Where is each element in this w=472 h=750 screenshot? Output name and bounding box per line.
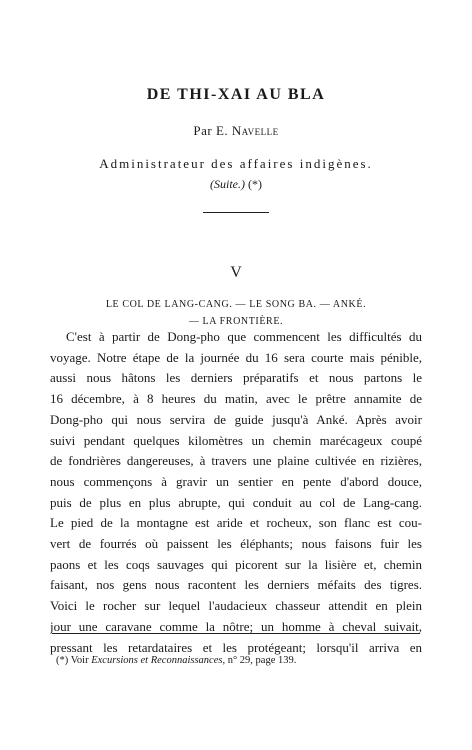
suite-label: (Suite.) — [210, 177, 245, 191]
author-line — [0, 123, 472, 139]
body-line: Voici le rocher sur lequel l'audacieux chasseur attendit en plein — [50, 598, 422, 614]
chapter-summary — [50, 296, 422, 330]
body-line: C'est à partir de Dong-pho que commencent les difficultés du — [66, 329, 422, 344]
body-line: 16 décembre, à 8 heures du matin, avec le prêtre annamite de — [50, 391, 422, 407]
title-divider — [203, 212, 269, 213]
body-line: jour une caravane comme la nôtre; un homme à cheval suivait, — [50, 618, 422, 634]
body-line: de fondrières dangereuses, à travers une plaine cultivée en rizières, — [50, 453, 422, 469]
footnote-publication: Excursions et Reconnaissances, — [91, 655, 226, 666]
body-line: suivi pendant quelques kilomètres un chemin marécageux coupé — [50, 432, 422, 448]
body-line: puis de plus en plus abrupte, qui conduit au col de Lang-cang. — [50, 494, 422, 510]
author-name: E. Navelle — [215, 123, 279, 138]
footnote-mark: (*) — [56, 655, 69, 666]
chapter-number: V — [230, 264, 242, 281]
body-line: voyage. Notre étape de la journée du 16 sera courte mais pénible, — [50, 349, 422, 365]
chapter-summary-line: LE COL DE LANG-CANG. — LE SONG BA. — ANKÉ. — [105, 299, 367, 310]
footnote-reference: n° 29, page 139. — [227, 655, 297, 666]
author-role: Administrateur des affaires indigènes. — [99, 156, 373, 171]
body-line: vert de fourrés où paissent les éléphants; nous faisons fuir les — [50, 536, 422, 552]
chapter-summary-line: — LA FRONTIÈRE. — [188, 316, 284, 327]
body-line: Le pied de la montagne est aride et rocheux, son flanc est cou- — [50, 515, 422, 531]
body-line: faisant, nos gens nous racontent les derniers méfaits des tigres. — [50, 577, 422, 593]
body-line: Dong-pho qui nous servira de guide jusqu'à Anké. Après avoir — [50, 411, 422, 427]
author-prefix: Par — [193, 123, 213, 138]
body-text — [50, 327, 422, 658]
body-line: aussi nous hâtons les derniers préparatifs et nous partons le — [50, 370, 422, 386]
body-line: pressant les retardataires et les protégeant; lorsqu'il arriva en — [50, 639, 422, 655]
article-title: DE THI-XAI AU BLA — [146, 86, 326, 103]
footnote-prefix: Voir — [70, 655, 89, 666]
footnote-divider — [52, 633, 420, 634]
body-line: nous commençons à gravir un sentier en pente d'abord douce, — [50, 473, 422, 489]
suite-note — [0, 177, 472, 192]
body-line: paons et les coqs sauvages qui picorent sur la lisière et, chemin — [50, 556, 422, 572]
suite-footnote-mark: (*) — [248, 177, 262, 191]
footnote — [56, 655, 436, 666]
